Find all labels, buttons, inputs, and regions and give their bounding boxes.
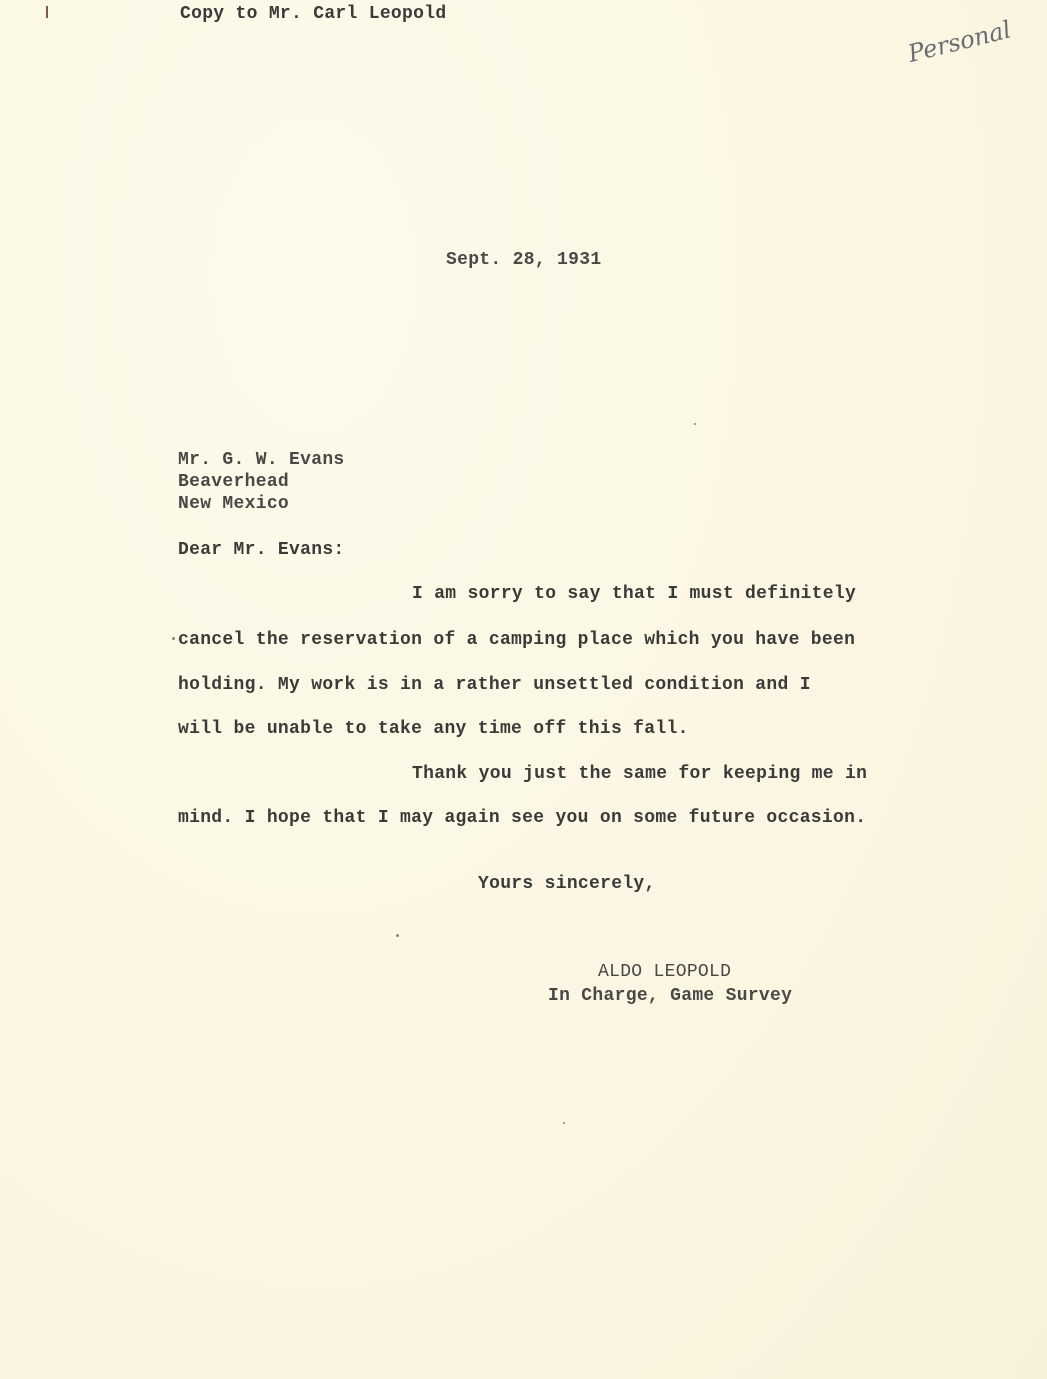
paper-speck (563, 1122, 565, 1124)
recipient-name: Mr. G. W. Evans (178, 450, 345, 470)
recipient-address-line-2: New Mexico (178, 494, 290, 514)
recipient-address-line-1: Beaverhead (178, 472, 290, 492)
paper-speck (694, 423, 696, 425)
body-paragraph-1-line-4: will be unable to take any time off this fall. (178, 719, 689, 739)
salutation: Dear Mr. Evans: (178, 540, 345, 560)
body-paragraph-1-line-1: I am sorry to say that I must definitely (412, 584, 857, 604)
paper-speck (172, 637, 175, 640)
body-paragraph-2-line-1: Thank you just the same for keeping me in (412, 764, 868, 784)
paper-speck (396, 934, 399, 937)
edge-mark (46, 6, 48, 18)
signature-title: In Charge, Game Survey (548, 986, 793, 1006)
copy-line: Copy to Mr. Carl Leopold (180, 4, 447, 24)
body-paragraph-1-line-2: cancel the reservation of a camping place which you have been (178, 630, 856, 650)
signature-name: ALDO LEOPOLD (598, 962, 732, 982)
personal-annotation: Personal (905, 15, 1014, 68)
letter-date: Sept. 28, 1931 (446, 250, 602, 270)
closing: Yours sincerely, (478, 874, 656, 894)
body-paragraph-2-line-2: mind. I hope that I may again see you on some future occasion. (178, 808, 867, 828)
body-paragraph-1-line-3: holding. My work is in a rather unsettled condition and I (178, 675, 811, 695)
